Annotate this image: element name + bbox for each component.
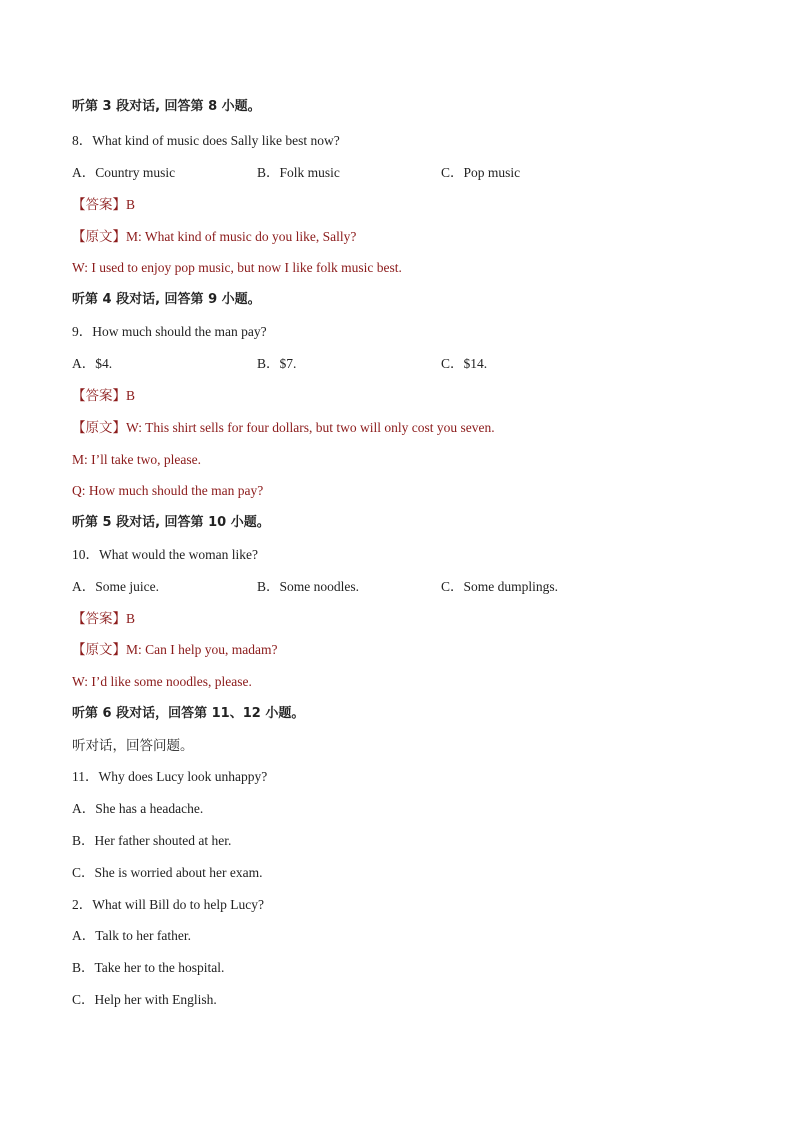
- option-a: A．Country music: [72, 165, 176, 180]
- option-c: C．Some dumplings.: [441, 579, 559, 594]
- transcript-line: 【原文】M: Can I help you, madam?: [72, 642, 278, 657]
- option-a: A．$4.: [72, 356, 113, 371]
- option-c: C．Help her with English.: [72, 992, 217, 1007]
- transcript-line: W: I used to enjoy pop music, but now I like folk music best.: [72, 260, 402, 275]
- answer-line: 【答案】B: [72, 611, 136, 626]
- answer-line: 【答案】B: [72, 197, 136, 212]
- option-b: B．Some noodles.: [257, 579, 360, 594]
- option-c: C．Pop music: [441, 165, 521, 180]
- section-heading: 听第 3 段对话, 回答第 8 小题。: [72, 99, 261, 114]
- option-b: B．Her father shouted at her.: [72, 833, 232, 848]
- question-9: 9．How much should the man pay?: [72, 324, 267, 339]
- option-b: B．Take her to the hospital.: [72, 960, 225, 975]
- option-b: B．$7.: [257, 356, 297, 371]
- options-row: [72, 578, 732, 596]
- options-row: [72, 355, 732, 373]
- option-a: A．She has a headache.: [72, 801, 204, 816]
- option-a: A．Talk to her father.: [72, 928, 192, 943]
- transcript-line: 【原文】W: This shirt sells for four dollars, but two will only cost you seven.: [72, 420, 495, 435]
- section-heading: 听第 4 段对话, 回答第 9 小题。: [72, 292, 261, 307]
- transcript-line: Q: How much should the man pay?: [72, 483, 264, 498]
- instruction-text: 听对话，回答问题。: [72, 738, 194, 753]
- question-12: 2．What will Bill do to help Lucy?: [72, 897, 264, 912]
- question-8: 8．What kind of music does Sally like best now?: [72, 133, 340, 148]
- question-10: 10．What would the woman like?: [72, 547, 258, 562]
- transcript-line: M: I’ll take two, please.: [72, 452, 201, 467]
- transcript-line: W: I’d like some noodles, please.: [72, 674, 252, 689]
- section-heading: 听第 5 段对话, 回答第 10 小题。: [72, 515, 270, 530]
- question-11: 11．Why does Lucy look unhappy?: [72, 769, 268, 784]
- option-a: A．Some juice.: [72, 579, 159, 594]
- option-c: C．$14.: [441, 356, 488, 371]
- options-row: [72, 164, 732, 182]
- option-c: C．She is worried about her exam.: [72, 865, 263, 880]
- option-b: B．Folk music: [257, 165, 340, 180]
- answer-line: 【答案】B: [72, 388, 136, 403]
- section-heading: 听第 6 段对话，回答第 11、12 小题。: [72, 706, 305, 721]
- transcript-line: 【原文】M: What kind of music do you like, Sally?: [72, 229, 357, 244]
